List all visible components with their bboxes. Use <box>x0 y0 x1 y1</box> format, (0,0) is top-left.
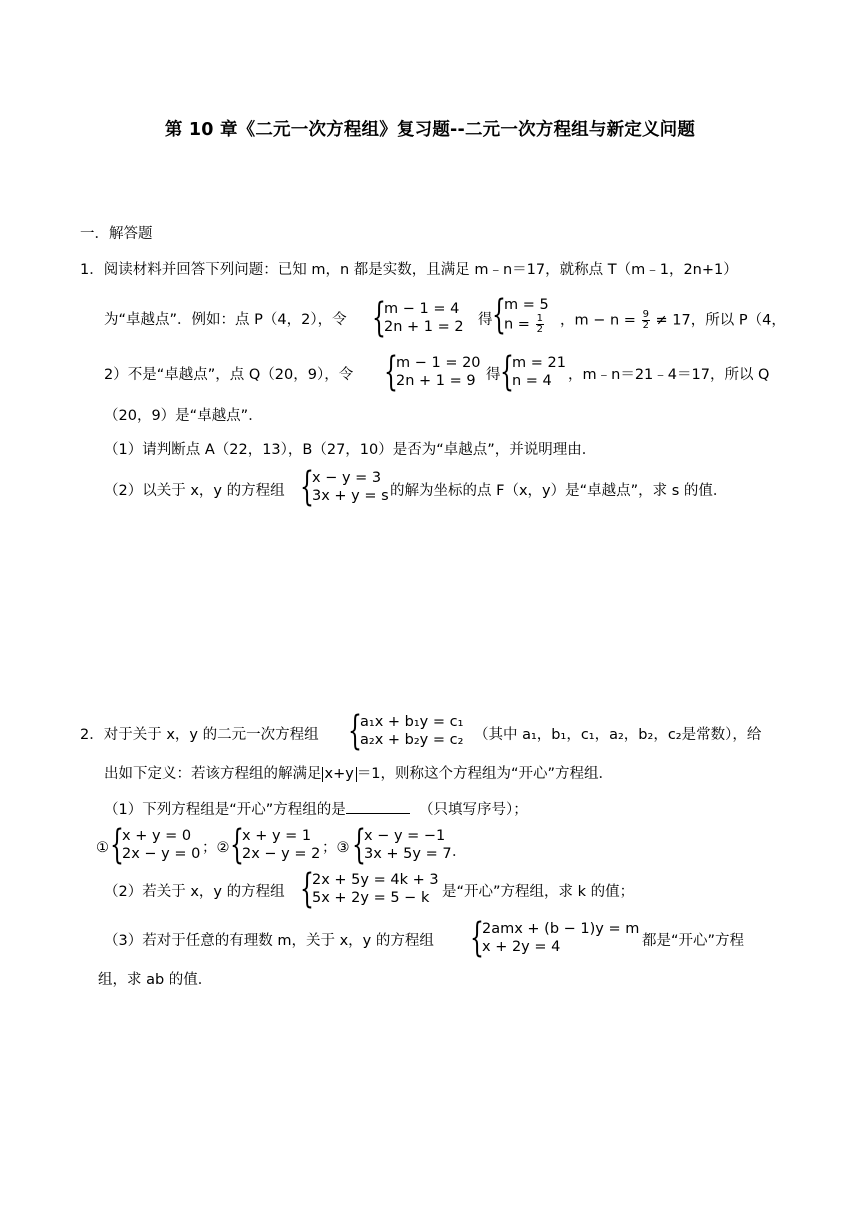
q1-line-1: 1．阅读材料并回答下列问题：已知 m，n 都是实数，且满足 m﹣n＝17，就称点 T（m﹣1，2n+1） <box>80 262 738 278</box>
q2-part-3-system: { 2amx + (b − 1)y = m x + 2y = 4 <box>470 915 640 961</box>
q1-line-4: （20，9）是“卓越点”． <box>104 408 263 424</box>
q2-line-1-text: 2．对于关于 x，y 的二元一次方程组 <box>80 727 319 743</box>
page-title: 第 10 章《二元一次方程组》复习题--二元一次方程组与新定义问题 <box>164 120 696 140</box>
q2-part-3-cont: 组，求 ab 的值． <box>98 972 213 988</box>
q1-part-2-text: （2）以关于 x，y 的方程组 <box>104 483 285 499</box>
section-heading: 一．解答题 <box>80 226 153 242</box>
fraction: $\frac{1}{2}$ <box>536 312 543 335</box>
q1-part-1: （1）请判断点 A（22，13），B（27，10）是否为“卓越点”，并说明理由． <box>104 442 597 458</box>
q2-line-2: 出如下定义：若该方程组的解满足 x+y ＝1，则称这个方程组为“开心”方程组． <box>104 766 614 782</box>
q1-system-a: { m − 1 = 4 2n + 1 = 2 <box>372 295 464 341</box>
q1-line-2-text: 为“卓越点”．例如：点 P（4，2），令 <box>104 312 347 328</box>
document-page: 第 10 章《二元一次方程组》复习题--二元一次方程组与新定义问题 一．解答题 1．阅读材料并回答下列问题：已知 m，n 都是实数，且满足 m﹣n＝17，就称点 T（m﹣1，2n+1） 为“卓越点”．例如：点 P（4，2），令 { m − 1 = 4 2n + 1 = 2 得 { m = 5 n = $\frac{1}{2}$ ，m − n = $\frac{9}{2}$ ≠ 17，所以 P（4， 2）不是“卓越点”，点 Q（20，9），令 { m − 1 = 20 2n + 1 = 9 得 { m = 21 n = 4 ，m﹣n＝21﹣4＝17，所以 Q （20，9）是“卓越点”． （1）请判断点 A（22，13），B（27，10）是否为“卓越点”，并说明理由． （2）以关于 x，y 的方程组 { x − y = 3 3x + y = s 的解为坐标的点 F（x，y）是“卓越点”，求 s 的值． 2．对于关于 x，y 的二元一次方程组 { a₁x + b₁y = c₁ a₂x + b₂y = c₂ （其中 a₁，b₁，c₁，a₂，b₂，c₂是常数），给 出如下定义：若该方程组的解满足 x+y ＝1，则称这个方程组为“开心”方程组． （1）下列方程组是“开心”方程组的是 （只填写序号）； ① { x + y = 0 2x − y = 0 ；② { x + y = 1 2x − y = 2 ；③ { x − y = −1 3x + 5y = 7 ． （2）若关于 x，y 的方程组 { 2x + 5y = 4k + 3 5x + 2y = 5 − k 是“开心”方程组，求 k 的值； （3）若对于任意的有理数 m，关于 x，y 的方程组 { 2amx + (b − 1)y = m x + 2y = 4 都是“开心”方程 组，求 ab 的值． <box>0 0 860 1216</box>
q2-part-1: （1）下列方程组是“开心”方程组的是 （只填写序号）； <box>104 799 528 820</box>
option-2-system: { x + y = 1 2x − y = 2 <box>230 822 321 868</box>
option-1-system: { x + y = 0 2x − y = 0 <box>110 822 201 868</box>
q1-system-e: { x − y = 3 3x + y = s <box>300 464 389 510</box>
option-3-system: { x − y = −1 3x + 5y = 7 <box>352 822 452 868</box>
q1-system-b: { m = 5 n = $\frac{1}{2}$ <box>492 292 549 338</box>
fraction: $\frac{9}{2}$ <box>642 309 649 331</box>
q2-part-2-system: { 2x + 5y = 4k + 3 5x + 2y = 5 − k <box>300 866 439 912</box>
q1-system-d: { m = 21 n = 4 <box>500 349 566 395</box>
q2-part-2-text: （2）若关于 x，y 的方程组 <box>104 884 285 900</box>
q2-general-system: { a₁x + b₁y = c₁ a₂x + b₂y = c₂ <box>348 708 464 754</box>
q2-part-3-text: （3）若对于任意的有理数 m，关于 x，y 的方程组 <box>104 933 434 949</box>
answer-blank[interactable] <box>346 799 410 814</box>
q1-line-3-text: 2）不是“卓越点”，点 Q（20，9），令 <box>104 367 354 383</box>
q1-system-c: { m − 1 = 20 2n + 1 = 9 <box>384 349 481 395</box>
